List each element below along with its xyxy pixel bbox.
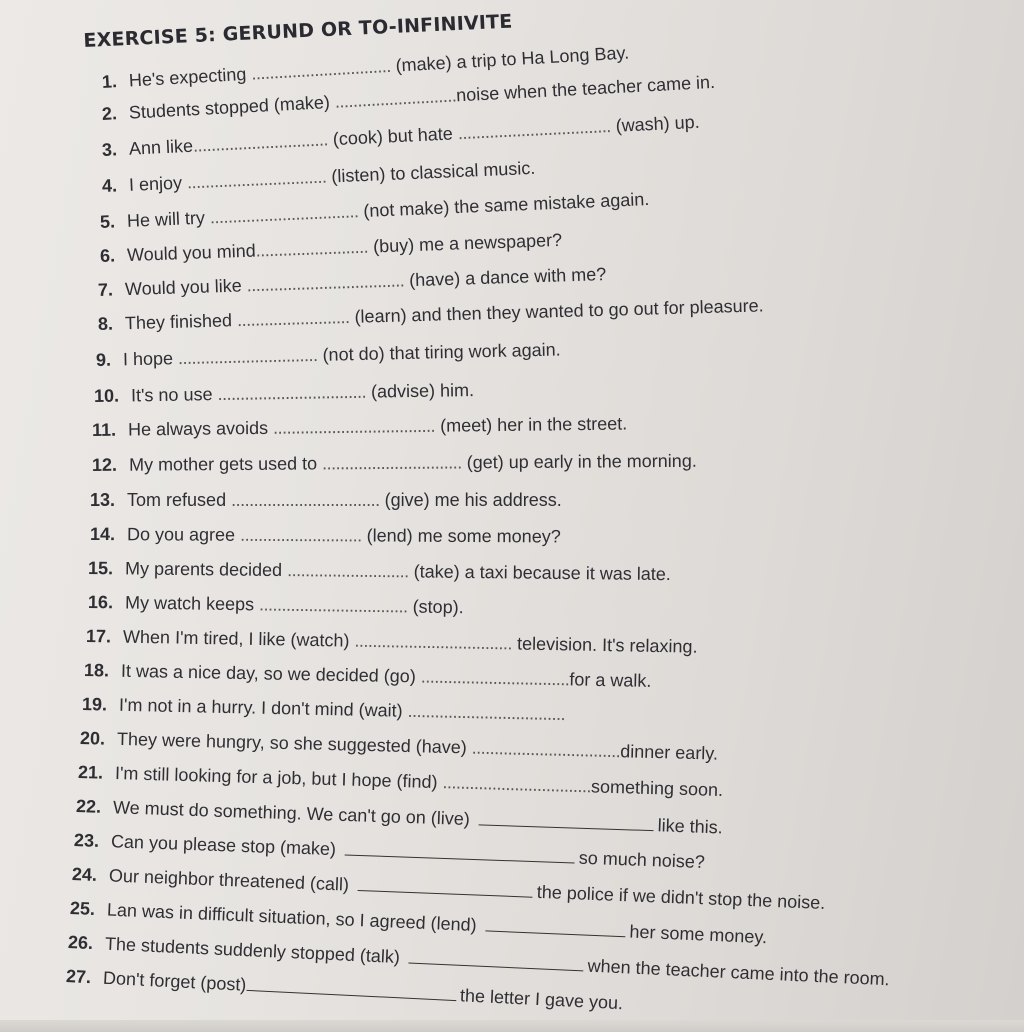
item-4: 4. I enjoy ............................... (listen) to classical music. bbox=[101, 157, 536, 196]
item-15: 15. My parents decided ........................... (take) a taxi because it was late. bbox=[87, 558, 671, 585]
item-23: 23. Can you please stop (make) so much noise? bbox=[73, 830, 706, 873]
item-17: 17. When I'm tired, I like (watch) ................................... television. It's relaxing. bbox=[85, 626, 698, 657]
item-14: 14. Do you agree ........................... (lend) me some money? bbox=[89, 524, 561, 547]
answer-line bbox=[485, 916, 626, 937]
answer-line bbox=[345, 840, 575, 863]
item-18: 18. It was a nice day, so we decided (go) .................................for a walk. bbox=[83, 660, 652, 691]
item-1: 1. He's expecting ............................... (make) a trip to Ha Long Bay. bbox=[101, 42, 630, 92]
item-5: 5. He will try ................................. (not make) the same mistake again. bbox=[99, 188, 650, 232]
answer-line bbox=[409, 948, 585, 971]
answer-line bbox=[479, 810, 654, 831]
item-10: 10. It's no use ................................. (advise) him. bbox=[93, 380, 475, 406]
item-21: 21. I'm still looking for a job, but I hope (find) .................................something soon. bbox=[77, 762, 724, 801]
item-13: 13. Tom refused ................................. (give) me his address. bbox=[90, 490, 562, 510]
item-27: 27. Don't forget (post)the letter I gave you. bbox=[65, 966, 624, 1014]
item-25: 25. Lan was in difficult situation, so I agreed (lend) her some money. bbox=[69, 898, 768, 948]
item-7: 7. Would you like ................................... (have) a dance with me? bbox=[97, 264, 607, 300]
item-8: 8. They finished ......................... (learn) and then they wanted to go out for pleasure. bbox=[97, 295, 764, 334]
exercise-title: EXERCISE 5: GERUND OR TO-INFINIVITE bbox=[83, 10, 513, 52]
item-26: 26. The students suddenly stopped (talk) when the teacher came into the room. bbox=[67, 932, 891, 990]
item-19: 19. I'm not in a hurry. I don't mind (wait) ................................... bbox=[81, 694, 566, 725]
answer-line bbox=[246, 976, 456, 1001]
answer-line bbox=[358, 876, 533, 898]
page-bottom-edge bbox=[0, 1020, 1024, 1032]
item-12: 12. My mother gets used to ............................... (get) up early in the morning. bbox=[91, 450, 697, 475]
item-9: 9. I hope ............................... (not do) that tiring work again. bbox=[95, 339, 561, 370]
item-11: 11. He always avoids .................................... (meet) her in the street. bbox=[91, 413, 628, 440]
item-2: 2. Students stopped (make) ...........................noise when the teacher came in. bbox=[101, 71, 716, 124]
item-3: 3. Ann like.............................. (cook) but hate .................................. (wash) up. bbox=[101, 111, 701, 160]
item-16: 16. My watch keeps ................................. (stop). bbox=[87, 592, 464, 618]
item-24: 24. Our neighbor threatened (call) the police if we didn't stop the noise. bbox=[71, 864, 826, 913]
item-20: 20. They were hungry, so she suggested (have) .................................dinner early. bbox=[79, 728, 719, 764]
item-22: 22. We must do something. We can't go on (live) like this. bbox=[75, 796, 724, 838]
item-6: 6. Would you mind......................... (buy) me a newspaper? bbox=[99, 229, 563, 266]
